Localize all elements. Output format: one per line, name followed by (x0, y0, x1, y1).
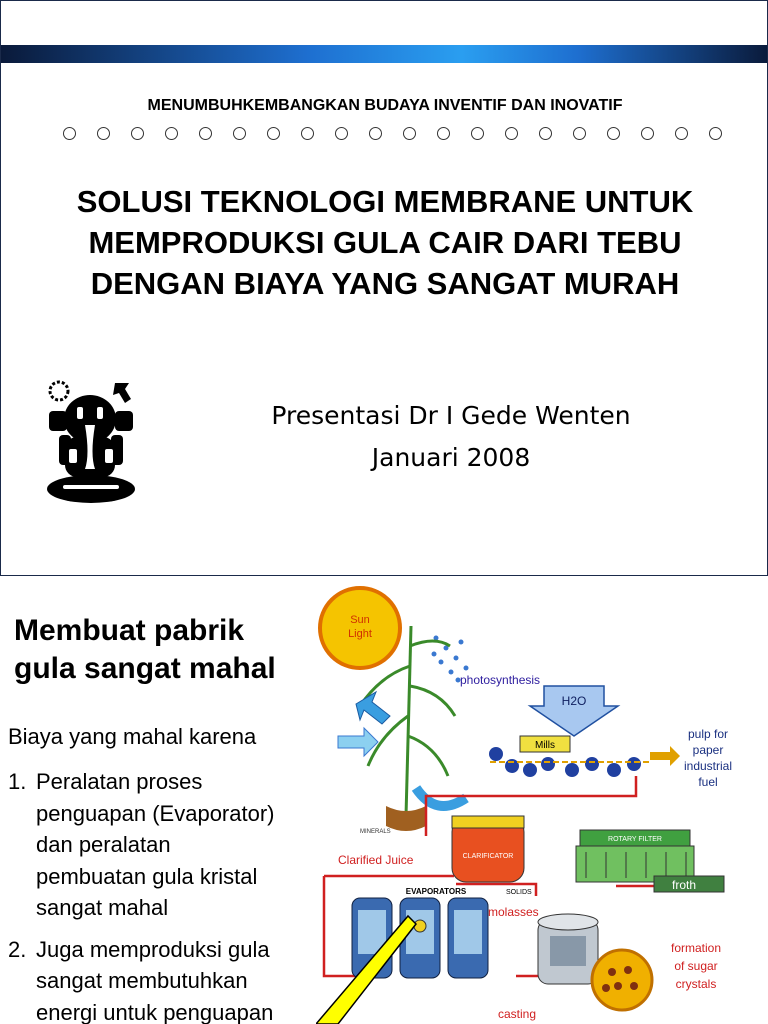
clarified-juice-label: Clarified Juice (338, 853, 414, 867)
rotary-filter-label: ROTARY FILTER (608, 836, 662, 843)
ganesha-logo-icon (45, 377, 137, 507)
solids-label: SOLIDS (506, 889, 532, 896)
circle-ornament (403, 127, 416, 140)
co2-arrow-icon (356, 692, 390, 724)
list-item (8, 766, 328, 924)
circle-ornament (335, 127, 348, 140)
sugar-crystals-icon (592, 950, 652, 1010)
input-arrow-icon (338, 728, 378, 756)
list-line: sangat membutuhkan (36, 968, 248, 993)
circle-ornament (471, 127, 484, 140)
mills-label: Mills (535, 740, 555, 751)
list-line: energi untuk penguapan (36, 999, 274, 1024)
title-line: SOLUSI TEKNOLOGI MEMBRANE UNTUK (76, 184, 694, 219)
header-gradient-bar (1, 45, 768, 63)
list-number: 2. (8, 936, 27, 962)
sun-icon (320, 588, 400, 668)
h2o-label: H2O (561, 694, 587, 708)
clarificator-icon (452, 816, 524, 882)
mills-icon (489, 736, 680, 777)
circle-ornament (165, 127, 178, 140)
circle-ornament (505, 127, 518, 140)
pulp-label-4: fuel (698, 775, 718, 789)
h2o-arrow-icon (530, 686, 618, 736)
title-line: DENGAN BIAYA YANG SANGAT MURAH (90, 266, 680, 301)
circle-ornament (63, 127, 76, 140)
circle-ornament (233, 127, 246, 140)
formation-label-3: crystals (675, 977, 717, 991)
heading-line: Membuat pabrik (14, 614, 245, 647)
pulp-label-2: paper (692, 743, 724, 757)
sugar-process-diagram (316, 576, 768, 1024)
pulp-label-1: pulp for (687, 727, 729, 741)
intro-text: Biaya yang mahal karena (8, 724, 257, 749)
circle-ornament (199, 127, 212, 140)
list-line: sangat mahal (36, 895, 169, 920)
circle-ornament (97, 127, 110, 140)
crystallizer-icon (538, 914, 598, 984)
minerals-label: MINERALS (360, 829, 391, 835)
list-line: Peralatan proses (36, 769, 203, 794)
slide-title (21, 181, 749, 304)
rotary-filter-icon (576, 830, 724, 892)
circle-ornament (131, 127, 144, 140)
list-line: pembuatan gula kristal (36, 863, 258, 889)
formation-label-1: formation (670, 941, 722, 955)
casting-label: casting (498, 1007, 537, 1021)
slide-subtitle: MENUMBUHKEMBANGKAN BUDAYA INVENTIF DAN INOVATIF (147, 97, 623, 114)
presenter-name: Presentasi Dr I Gede Wenten (271, 401, 631, 430)
presentation-date: Januari 2008 (371, 443, 531, 472)
circle-ornament (641, 127, 654, 140)
formation-label-2: of sugar (674, 959, 718, 973)
photosynthesis-label: photosynthesis (460, 673, 541, 687)
molasses-label: molasses (488, 905, 539, 919)
list-line: Juga memproduksi gula (36, 936, 270, 962)
sun-label-1: Sun (350, 614, 370, 626)
slide-heading (14, 612, 334, 688)
circle-ornament (267, 127, 280, 140)
list-line: penguapan (Evaporator) (36, 800, 275, 826)
circle-ornament (675, 127, 688, 140)
list-number: 1. (8, 769, 27, 794)
evaporators-label: EVAPORATORS (405, 887, 467, 896)
circle-ornament (301, 127, 314, 140)
decorative-circle-row (63, 127, 723, 145)
sun-label-2: Light (348, 628, 372, 640)
list-line: dan peralatan (36, 832, 171, 857)
title-line: MEMPRODUKSI GULA CAIR DARI TEBU (88, 225, 682, 260)
circle-ornament (539, 127, 552, 140)
circle-ornament (709, 127, 722, 140)
circle-ornament (573, 127, 586, 140)
list-item (8, 934, 328, 1024)
circle-ornament (437, 127, 450, 140)
froth-label: froth (672, 878, 697, 892)
reason-list (8, 766, 328, 1024)
content-slide (0, 576, 768, 1024)
heading-line: gula sangat mahal (14, 652, 276, 685)
clarificator-label: CLARIFICATOR (462, 853, 514, 860)
presenter-block (231, 395, 671, 479)
pulp-label-3: industrial (683, 759, 733, 773)
circle-ornament (369, 127, 382, 140)
circle-ornament (607, 127, 620, 140)
